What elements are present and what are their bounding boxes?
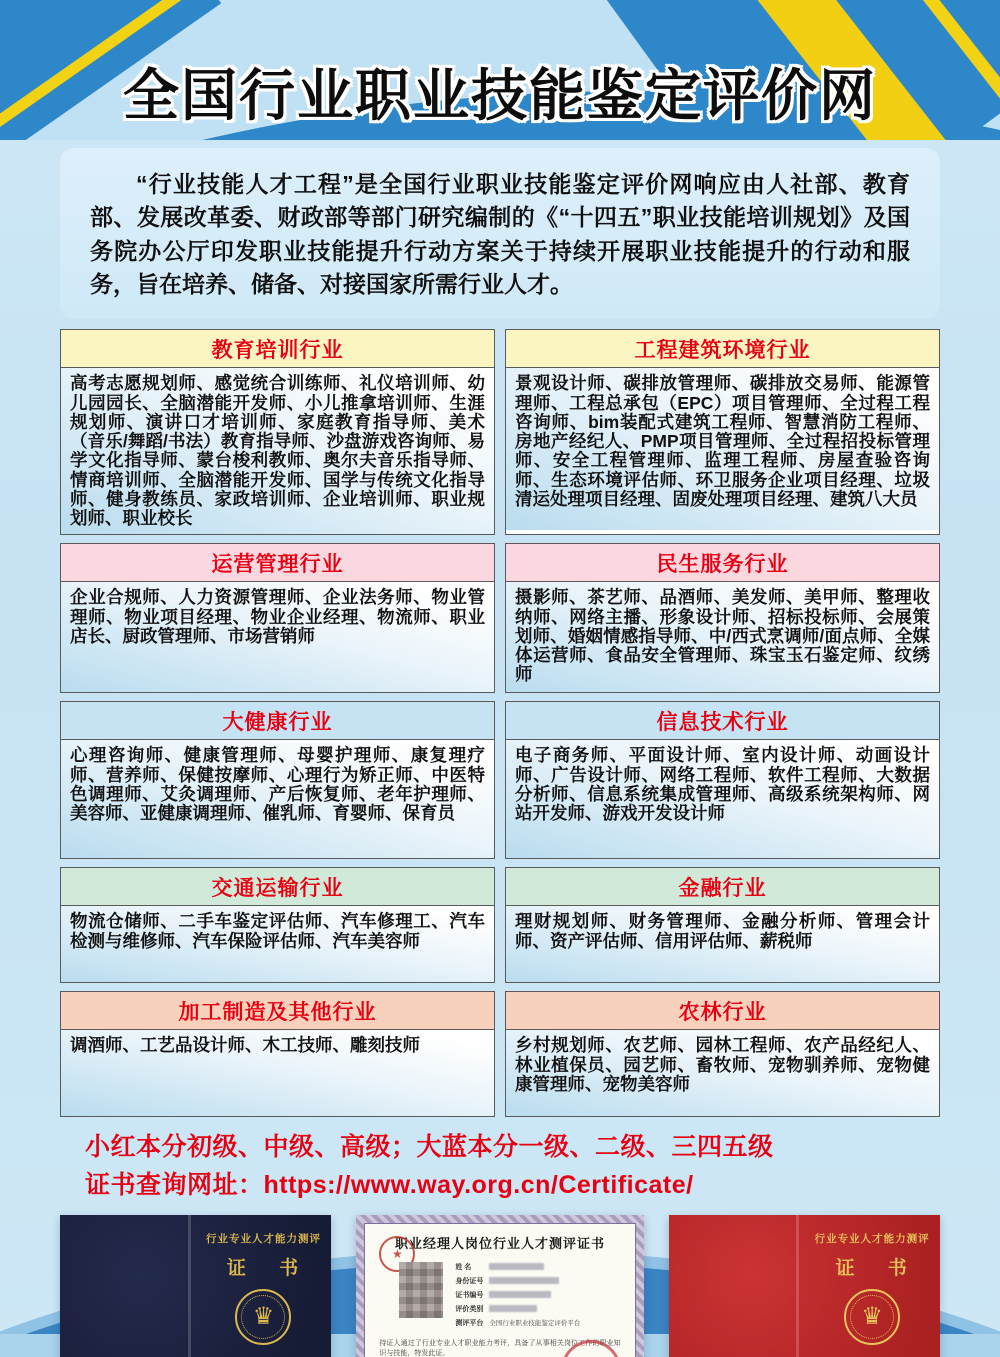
blurred-value	[489, 1277, 559, 1284]
category-box-finance	[505, 867, 940, 983]
field-label: 评价类别	[455, 1305, 484, 1313]
certificate-query-url: 证书查询网址：https://www.way.org.cn/Certificate/	[85, 1171, 694, 1200]
category-box-engineering-construction	[505, 329, 940, 535]
cover-certificate-word: 证 书	[226, 1257, 313, 1279]
levels-note: 小红本分初级、中级、高级；大蓝本分一级、二级、三四五级	[85, 1133, 774, 1162]
certificate-paper-inner	[364, 1223, 635, 1357]
crown-icon: ♛	[861, 1302, 883, 1330]
field-label: 测评平台	[455, 1319, 484, 1327]
field-row	[455, 1262, 618, 1272]
category-box-big-health	[60, 701, 495, 859]
cover-heading: 行业专业人才能力测评	[205, 1232, 321, 1245]
field-label: 身份证号	[455, 1277, 484, 1285]
cover-spine	[188, 1215, 191, 1357]
category-box-livelihood-services	[505, 543, 940, 693]
holder-info-row	[399, 1262, 618, 1332]
certificate-fields	[455, 1262, 618, 1332]
pixelated-photo	[399, 1262, 443, 1318]
cover-spine	[796, 1215, 799, 1357]
category-box-operations-management	[60, 543, 495, 693]
round-red-seal-icon: ★	[379, 1236, 415, 1272]
category-items: 物流仓储师、二手车鉴定评估师、汽车修理工、汽车检测与维修师、汽车保险评估师、汽车美容师	[61, 906, 494, 982]
category-box-transportation	[60, 867, 495, 983]
category-title: 大健康行业	[61, 702, 494, 740]
category-box-education-training	[60, 329, 495, 535]
category-items: 企业合规师、人力资源管理师、企业法务师、物业管理师、物业项目经理、物业企业经理、物流师、职业店长、厨政管理师、市场营销师	[61, 582, 494, 692]
gold-crown-emblem-icon	[844, 1289, 900, 1345]
field-row	[455, 1318, 618, 1328]
category-title: 工程建筑环境行业	[506, 330, 939, 368]
category-items: 调酒师、工艺品设计师、木工技师、雕刻技师	[61, 1030, 494, 1116]
category-title: 交通运输行业	[61, 868, 494, 906]
field-label: 证书编号	[455, 1291, 484, 1299]
category-items: 理财规划师、财务管理师、金融分析师、管理会计师、资产评估师、信用评估师、薪税师	[506, 906, 939, 982]
category-title: 民生服务行业	[506, 544, 939, 582]
category-title: 加工制造及其他行业	[61, 992, 494, 1030]
certificate-photos	[60, 1215, 940, 1357]
category-items: 心理咨询师、健康管理师、母婴护理师、康复理疗师、营养师、保健按摩师、心理行为矫正师、中医特色调理师、艾灸调理师、产后恢复师、老年护理师、美容师、亚健康调理师、催乳师、育婴师、保育员	[61, 740, 494, 858]
category-title: 教育培训行业	[61, 330, 494, 368]
category-title: 运营管理行业	[61, 544, 494, 582]
category-items: 电子商务师、平面设计师、室内设计师、动画设计师、广告设计师、网络工程师、软件工程师、大数据分析师、信息系统集成管理师、高级系统架构师、网站开发师、游戏开发设计师	[506, 740, 939, 858]
field-row	[455, 1304, 618, 1314]
blurred-value	[489, 1263, 544, 1270]
category-title: 金融行业	[506, 868, 939, 906]
paper-certificate-title: 职业经理人岗位行业人才测评证书	[394, 1235, 605, 1251]
category-box-agriculture-forestry	[505, 991, 940, 1117]
category-grid	[60, 329, 940, 1117]
category-title: 农林行业	[506, 992, 939, 1030]
category-title: 信息技术行业	[506, 702, 939, 740]
platform-value: 全国行业职业技能鉴定评价平台	[489, 1320, 581, 1328]
cover-front-face	[804, 1215, 940, 1357]
blurred-value	[489, 1291, 551, 1298]
crown-icon: ♛	[252, 1302, 275, 1330]
blurred-value	[489, 1305, 537, 1312]
field-row	[455, 1290, 618, 1300]
gold-crown-emblem-icon	[235, 1289, 291, 1345]
category-items: 景观设计师、碳排放管理师、碳排放交易师、能源管理师、工程总承包（EPC）项目管理师、全过程工程咨询师、bim装配式建筑工程师、智慧消防工程师、房地产经纪人、PMP项目管理师、全过程招投标管理师、安全工程管理师、监理工程师、房屋查验咨询师、生态环境评估师、环卫服务企业项目经理、垃圾清运处理项目经理、固废处理项目经理、建筑八大员	[506, 368, 939, 530]
category-box-manufacturing-others	[60, 991, 495, 1117]
cover-heading: 行业专业人才能力测评	[814, 1232, 930, 1245]
certificate-body-cn: 持证人通过了行业专业人才职业能力考评，具备了从事相关岗位工作的职业知识与技能，特发此证。	[379, 1339, 621, 1357]
category-items: 乡村规划师、农艺师、园林工程师、农产品经纪人、林业植保员、园艺师、畜牧师、宠物驯养师、宠物健康管理师、宠物美容师	[506, 1030, 939, 1116]
category-items: 高考志愿规划师、感觉统合训练师、礼仪培训师、幼儿园园长、全脑潜能开发师、小儿推拿培训师、生涯规划师、演讲口才培训师、家庭教育指导师、美术（音乐/舞蹈/书法）教育指导师、沙盘游戏咨询师、易学文化指导师、蒙台梭利教师、奥尔夫音乐指导师、情商培训师、全脑潜能开发师、国学与传统文化指导师、健身教练员、家政培训师、企业培训师、职业规划师、职业校长	[61, 368, 494, 534]
cover-certificate-word: 证 书	[835, 1257, 921, 1279]
certificate-navy-cover	[60, 1215, 331, 1357]
certificate-paper	[356, 1215, 643, 1357]
cover-front-face	[196, 1215, 332, 1357]
certificate-red-cover	[669, 1215, 940, 1357]
intro-panel	[60, 148, 940, 319]
category-items: 摄影师、茶艺师、品酒师、美发师、美甲师、整理收纳师、网络主播、形象设计师、招标投标师、会展策划师、婚姻情感指导师、中/西式烹调师/面点师、全媒体运营师、食品安全管理师、珠宝玉石鉴定师、纹绣师	[506, 582, 939, 692]
category-box-information-technology	[505, 701, 940, 859]
header-banner	[0, 0, 1000, 140]
field-row	[455, 1276, 618, 1286]
intro-text: “行业技能人才工程”是全国行业职业技能鉴定评价网响应由人社部、教育部、发展改革委、财政部等部门研究编制的《“十四五”职业技能培训规划》及国务院办公厅印发职业技能提升行动方案关于持续开展职业技能提升的行动和服务，旨在培养、储备、对接国家所需行业人才。	[90, 171, 910, 298]
page-title: 全国行业职业技能鉴定评价网	[123, 64, 877, 127]
field-label: 姓 名	[455, 1263, 472, 1271]
